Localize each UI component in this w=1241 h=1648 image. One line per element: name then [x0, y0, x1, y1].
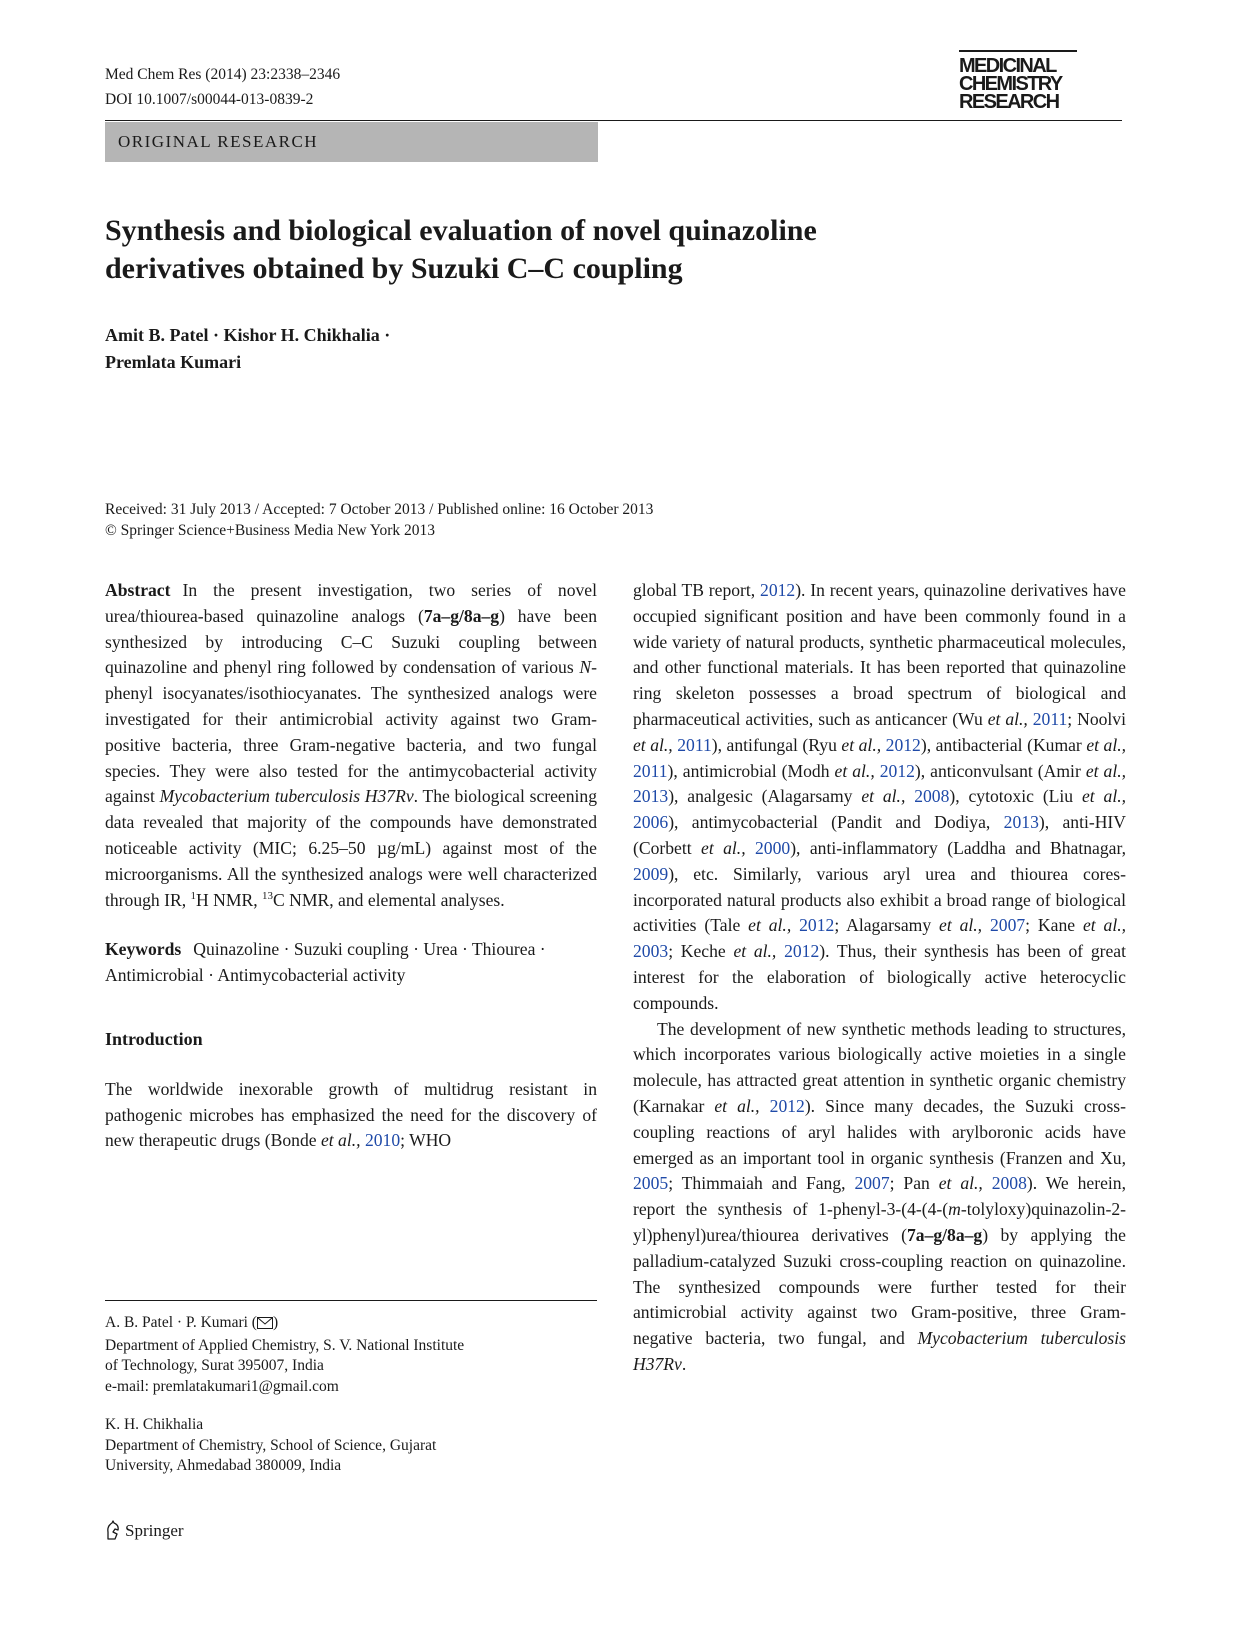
abstract-text: -phenyl isocyanates/isothiocyanates. The synthesized analogs were investigated for their antimicrobial activity against two Gram-positive bacteria, three Gram-negative bacteria, and two fungal species. They were also tested for the antimycobacterial activity against: [105, 657, 597, 807]
left-column: [105, 578, 597, 1154]
authors-line-2: Premlata Kumari: [105, 352, 242, 372]
intro-text: The development of new synthetic methods leading to structures, which incorporates various biologically active moieties in a single molecule, has attracted great attention in synthetic organic chemistry (Karnakar: [633, 1018, 1126, 1116]
envelope-icon: [257, 1315, 273, 1336]
logo-line-3: RESEARCH: [959, 91, 1059, 113]
keywords-text: Quinazoline · Suzuki coupling · Urea · Thiourea · Antimicrobial · Antimycobacterial activity: [105, 939, 546, 986]
citation-link[interactable]: 2012: [784, 941, 820, 962]
organism-name: Mycobacterium tuberculosis H37Rv: [159, 786, 414, 807]
intro-text: ; WHO: [400, 1130, 452, 1151]
superscript: 13: [262, 889, 274, 902]
intro-text: ), anticonvulsant (Amir: [914, 760, 1086, 781]
logo-line-2: CHEMISTRY: [959, 73, 1062, 95]
citation-link[interactable]: 2012: [799, 915, 835, 936]
intro-text: ), antibacterial (Kumar: [920, 734, 1087, 755]
introduction-heading: Introduction: [105, 1028, 203, 1049]
citation-link[interactable]: 2012: [879, 760, 915, 781]
intro-text: ), antifungal (Ryu: [711, 734, 842, 755]
journal-logo: [959, 50, 1077, 111]
footnote-rule: [105, 1300, 597, 1301]
citation-link[interactable]: 2007: [989, 915, 1026, 936]
abstract-text: . The biological screening data revealed that majority of the compounds have demonstrated noticeable activity (MIC; 6.25–50 µg/mL) against most of the microorganisms. All the synthesized analogs were well characterized through IR,: [105, 786, 598, 910]
affiliation-authors: ): [272, 1314, 279, 1331]
intro-text: ). Thus, their synthesis has been of great interest for the elaboration of biologically active heterocyclic compounds.: [633, 941, 1127, 1013]
affiliation-dept: Department of Chemistry, School of Science, Gujarat: [105, 1436, 437, 1454]
et-al: et al.,: [714, 1095, 760, 1116]
citation-link[interactable]: 2005: [633, 1173, 669, 1194]
keywords-label: Keywords: [105, 939, 182, 960]
intro-text: ), anti-HIV (Corbett: [633, 812, 1126, 858]
citation-link[interactable]: 2008: [991, 1173, 1027, 1194]
et-al: et al.,: [938, 1173, 983, 1194]
header-rule: [105, 120, 1122, 121]
abstract: [105, 578, 597, 913]
intro-text: ; Alagarsamy: [834, 915, 940, 936]
intro-text: ) by applying the palladium-catalyzed Suzuki cross-coupling reaction on quinazoline. The synthesized compounds were further tested for their antimicrobial activity against two Gram-positive, three Gram-negative bacteria, two fungal, and: [633, 1224, 1126, 1349]
citation-link[interactable]: 2008: [914, 786, 950, 807]
springer-footer: [105, 1520, 184, 1541]
intro-text: ; Thimmaiah and Fang,: [668, 1173, 855, 1194]
affiliation-authors: K. H. Chikhalia: [105, 1416, 204, 1433]
intro-text: ; Keche: [668, 941, 734, 962]
intro-text: ). Since many decades, the Suzuki cross-coupling reactions of aryl halides with arylboronic acids have emerged as an important tool in organic synthesis (Franzen and Xu,: [633, 1095, 1126, 1168]
intro-text: ), anti-inflammatory (Laddha and Bhatnagar,: [790, 837, 1127, 858]
affiliation-1: [105, 1313, 605, 1397]
et-al: et al.,: [733, 941, 777, 962]
et-al: et al.,: [701, 837, 746, 858]
introduction-paragraph: [105, 1077, 597, 1154]
intro-text: -tolyloxy)quinazolin-2-yl)phenyl)urea/thiourea derivatives (: [633, 1199, 1126, 1245]
author-list: [105, 322, 705, 376]
journal-citation: Med Chem Res (2014) 23:2338–2346: [105, 66, 341, 83]
intro-text: ), analgesic (Alagarsamy: [668, 786, 862, 807]
intro-text: ; Pan: [889, 1173, 939, 1194]
et-al: et al.,: [861, 786, 906, 807]
et-al: et al.,: [1082, 915, 1126, 936]
affiliation-address: University, Ahmedabad 380009, India: [105, 1457, 342, 1474]
citation-link[interactable]: 2012: [885, 734, 921, 755]
intro-text: ; Kane: [1025, 915, 1083, 936]
citation-link[interactable]: 2012: [769, 1095, 805, 1116]
intro-italic: m: [948, 1199, 961, 1220]
citation-link[interactable]: 2010: [364, 1130, 401, 1151]
abstract-text: C NMR, and elemental analyses.: [273, 889, 505, 910]
citation-link[interactable]: 2003: [633, 941, 669, 962]
et-al: et al.,: [987, 708, 1028, 729]
citation-link[interactable]: 2009: [633, 863, 669, 884]
affiliation-address: of Technology, Surat 395007, India: [105, 1357, 324, 1374]
citation-link[interactable]: 2007: [854, 1173, 890, 1194]
intro-text: global TB report,: [633, 580, 761, 600]
doi: DOI 10.1007/s00044-013-0839-2: [105, 91, 314, 108]
citation-link[interactable]: 2011: [633, 760, 668, 781]
publication-dates: [105, 499, 1005, 541]
copyright-notice: © Springer Science+Business Media New York 2013: [105, 522, 436, 539]
intro-text: ). We herein, report the synthesis of 1-phenyl-3-(4-(4-(: [633, 1173, 1126, 1220]
et-al: et al.,: [834, 760, 875, 781]
intro-text: ), cytotoxic (Liu: [949, 786, 1082, 807]
springer-horse-icon: [105, 1521, 125, 1540]
affiliation-2: [105, 1415, 605, 1477]
affiliation-authors: A. B. Patel · P. Kumari (: [105, 1314, 257, 1331]
contact-email[interactable]: e-mail: premlatakumari1@gmail.com: [105, 1377, 339, 1395]
keywords: [105, 937, 597, 989]
et-al: et al.,: [320, 1130, 361, 1151]
abstract-text: In the present investigation, two series of novel urea/thiourea-based quinazoline analogs (: [105, 580, 597, 626]
abstract-text: ) have been synthesized by introducing C–C Suzuki coupling between quinazoline and phenyl ring followed by condensation of various: [105, 605, 597, 678]
et-al: et al.,: [1081, 786, 1126, 807]
et-al: et al.,: [939, 915, 983, 936]
intro-text: .: [681, 1353, 687, 1374]
publisher-name: Springer: [125, 1521, 184, 1540]
authors-line-1: Amit B. Patel · Kishor H. Chikhalia ·: [105, 325, 391, 345]
logo-line-1: MEDICINAL: [959, 55, 1056, 77]
citation-link[interactable]: 2006: [633, 812, 669, 833]
abstract-italic: N: [579, 657, 592, 678]
title-line-2: derivatives obtained by Suzuki C–C coupling: [105, 252, 683, 285]
right-column: [633, 578, 1126, 1378]
intro-text: ), antimicrobial (Modh: [667, 760, 835, 781]
article-title: [105, 212, 1005, 288]
intro-text: ), etc. Similarly, various aryl urea and thiourea cores-incorporated natural products also exhibit a broad range of biological activities (Tale: [633, 863, 1126, 936]
abstract-text: H NMR,: [196, 889, 263, 910]
citation-link[interactable]: 2013: [633, 786, 669, 807]
section-label: ORIGINAL RESEARCH: [105, 122, 598, 162]
et-al: et al.,: [1085, 760, 1126, 781]
compound-ids: 7a–g/8a–g: [423, 605, 500, 626]
intro-text: ). In recent years, quinazoline derivatives have occupied significant position and have been commonly found in a wide variety of natural products, synthetic pharmaceutical molecules, and other functional materials. It has been reported that quinazoline ring skeleton possesses a broad spectrum of biological and pharmaceutical activities, such as anticancer (Wu: [633, 580, 1126, 729]
et-al: et al.,: [748, 915, 792, 936]
history-dates: Received: 31 July 2013 / Accepted: 7 October 2013 / Published online: 16 October 2013: [105, 501, 654, 518]
et-al: et al.,: [841, 734, 882, 755]
compound-ids: 7a–g/8a–g: [906, 1224, 983, 1245]
citation-link[interactable]: 2012: [760, 580, 796, 600]
title-line-1: Synthesis and biological evaluation of novel quinazoline: [105, 214, 817, 247]
affiliation-dept: Department of Applied Chemistry, S. V. National Institute: [105, 1336, 465, 1354]
citation-link[interactable]: 2011: [677, 734, 712, 755]
organism-name: Mycobacterium tuberculosis H37Rv: [633, 1328, 1126, 1374]
introduction-paragraph: [633, 578, 1126, 1017]
et-al: et al.,: [633, 734, 673, 755]
intro-text: The worldwide inexorable growth of multidrug resistant in pathogenic microbes has emphasized the need for the discovery of new therapeutic drugs (Bonde: [105, 1078, 597, 1151]
superscript: 1: [190, 889, 197, 902]
introduction-paragraph-2: [633, 1017, 1126, 1378]
et-al: et al.,: [1086, 734, 1127, 755]
citation-link[interactable]: 2013: [1003, 812, 1039, 833]
intro-text: ; Noolvi: [1067, 708, 1126, 729]
abstract-label: Abstract: [105, 580, 171, 600]
citation-link[interactable]: 2000: [755, 837, 791, 858]
intro-text: ), antimycobacterial (Pandit and Dodiya,: [668, 812, 1004, 833]
citation-link[interactable]: 2011: [1032, 708, 1068, 729]
